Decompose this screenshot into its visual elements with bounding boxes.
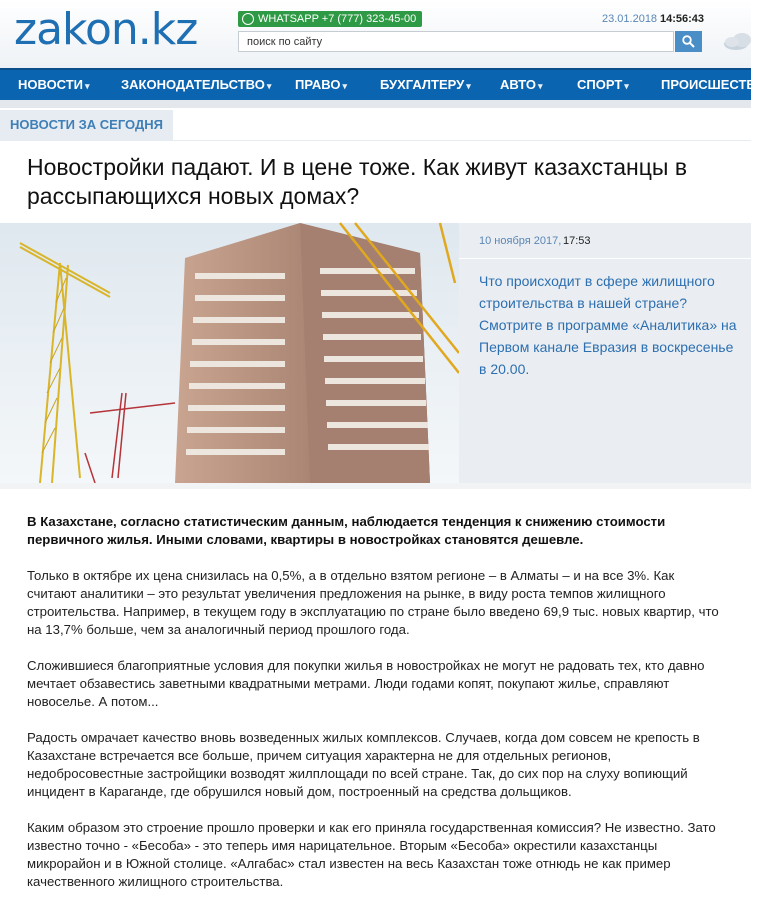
sidebar-divider: [459, 258, 751, 259]
article-paragraph: Радость омрачает качество вновь возведенных жилых комплексов. Случаев, когда дом совсем не крепость в Казахстане встречается все больше, причем ситуация характерна не для отдельных регионов, недобросовестные застройщики возводят жилплощади по всей стране. Так, до сих пор на слуху вопиющий инцидент в Караганде, где обрушился новый дом, построенный на средства дольщиков.: [27, 730, 700, 799]
nav-item-law[interactable]: ПРАВО ▾: [295, 77, 347, 92]
section-tab-today-news[interactable]: НОВОСТИ ЗА СЕГОДНЯ: [0, 110, 173, 140]
article-time: 17:53: [563, 235, 591, 247]
nav-item-auto[interactable]: АВТО ▾: [500, 77, 543, 92]
chevron-down-icon: ▾: [266, 81, 272, 91]
chevron-down-icon: ▾: [624, 81, 629, 91]
content-divider: [0, 483, 751, 489]
nav-item-accountant[interactable]: БУХГАЛТЕРУ ▾: [380, 77, 471, 92]
search-button[interactable]: [675, 31, 702, 52]
article-paragraph-intro: В Казахстане, согласно статистическим данным, наблюдается тенденция к снижению стоимости первичного жилья. Иными словами, квартиры в новостройках становятся дешевле.: [27, 514, 666, 547]
nav-item-sport[interactable]: СПОРТ ▾: [577, 77, 629, 92]
search-input[interactable]: [238, 31, 674, 52]
weather-cloud-icon[interactable]: [720, 30, 760, 52]
article-date: 10 ноября 2017,: [479, 235, 562, 247]
article-title: Новостройки падают. И в цене тоже. Как живут казахстанцы в рассыпающихся новых домах?: [27, 154, 688, 209]
nav-item-legislation[interactable]: ЗАКОНОДАТЕЛЬСТВО ▾: [121, 77, 272, 92]
chevron-down-icon: ▾: [342, 81, 347, 91]
article-body: [27, 513, 727, 909]
article-paragraph: Каким образом это строение прошло проверки и как его приняла государственная комиссия? Не известно. Зато известно точно - «Бесоба» - это теперь имя нарицательное. Вторым «Бесоба» окрестили казахстанцы микрорайон и в Южной столице. «Алгабас» стал известен на весь Казахстан тоже отнюдь не как пример качественного жилищного строительства.: [27, 820, 716, 889]
nav-item-incidents[interactable]: ПРОИСШЕСТВИЯ: [661, 77, 775, 92]
site-logo[interactable]: zakon.kz: [14, 4, 198, 55]
site-header: [0, 0, 751, 68]
chevron-down-icon: ▾: [538, 81, 543, 91]
nav-item-news[interactable]: НОВОСТИ ▾: [18, 77, 90, 92]
chevron-down-icon: ▾: [466, 81, 471, 91]
chevron-down-icon: ▾: [85, 81, 90, 91]
whatsapp-icon: [242, 13, 254, 25]
search-icon: [682, 35, 695, 48]
article-paragraph: Только в октябре их цена снизилась на 0,5%, а в отдельно взятом регионе – в Алматы – и на все 3%. Как считают аналитики – это результат увеличения предложения на рынке, в виду роста темпов жилищного строительства. Например, в текущем году в эксплуатацию по стране было введено 69,9 тыс. новых квартир, что на 13,7% больше, чем за аналогичный период прошлого года.: [27, 568, 719, 637]
article-sidebar: [459, 223, 751, 483]
article-paragraph: Сложившиеся благоприятные условия для покупки жилья в новостройках не могут не радовать тех, кто давно мечтает обзавестись заветными квадратными метрами. Люди годами копят, покупают жилье, справляют новоселье. А потом...: [27, 658, 705, 709]
article-photo: [0, 223, 459, 483]
current-date: 23.01.2018: [602, 13, 658, 25]
main-nav: [0, 68, 775, 100]
current-time: 14:56:43: [660, 13, 705, 25]
whatsapp-label: WHATSAPP +7 (777) 323-45-00: [258, 13, 417, 25]
section-divider: [0, 140, 751, 141]
article-lead: Что происходит в сфере жилищного строительства в нашей стране? Смотрите в программе «Аналитика» на Первом канале Евразия в воскресенье в 20.00.: [479, 273, 737, 377]
nav-shadow: [0, 100, 751, 108]
whatsapp-badge[interactable]: [238, 11, 422, 27]
